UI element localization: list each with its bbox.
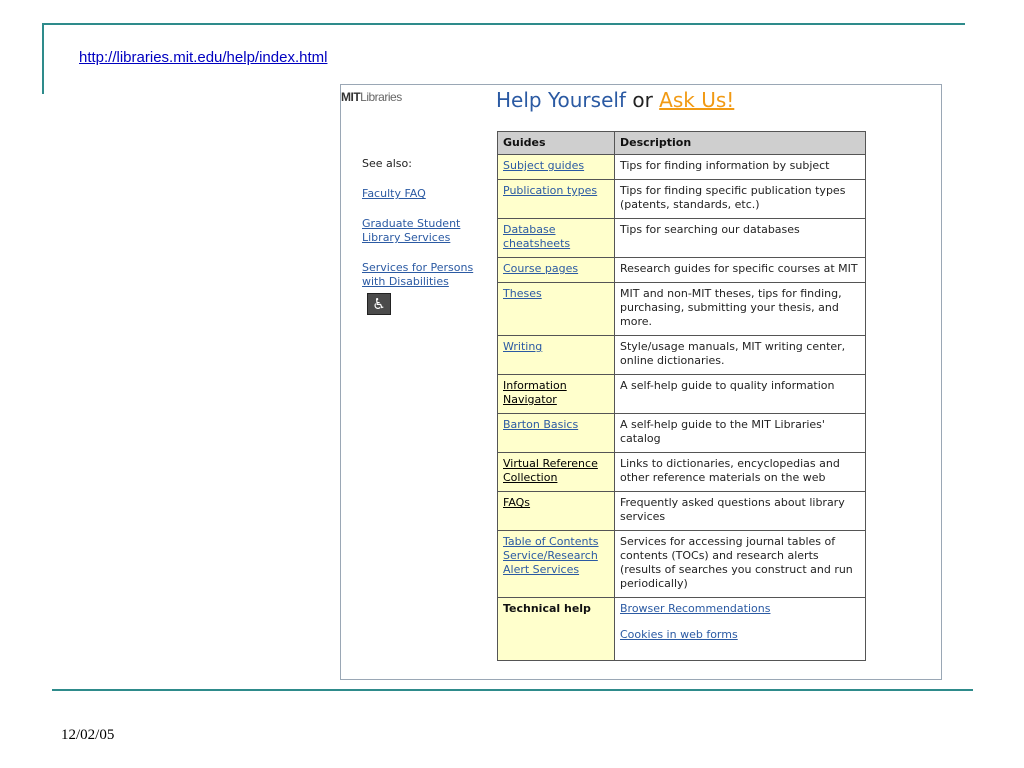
row-description: Links to dictionaries, encyclopedias and other reference materials on the web <box>615 453 866 492</box>
writing-link[interactable]: Writing <box>503 340 543 353</box>
see-also-label: See also: <box>362 157 412 170</box>
technical-help-label: Technical help <box>503 602 591 615</box>
row-description: Tips for searching our databases <box>615 219 866 258</box>
table-row <box>498 336 866 375</box>
wheelchair-accessibility-icon[interactable]: ♿ <box>367 293 391 315</box>
technical-help-links <box>615 598 866 661</box>
slide-url-link[interactable]: http://libraries.mit.edu/help/index.html <box>79 49 328 66</box>
table-row <box>498 258 866 283</box>
description-column-header: Description <box>615 132 866 155</box>
table-row <box>498 283 866 336</box>
graduate-student-services-link[interactable]: Graduate Student Library Services <box>362 217 461 244</box>
table-row <box>498 180 866 219</box>
ask-us-link[interactable]: Ask Us! <box>659 88 735 112</box>
guides-column-header: Guides <box>498 132 615 155</box>
table-row <box>498 219 866 258</box>
table-row <box>498 531 866 598</box>
row-description: Services for accessing journal tables of contents (TOCs) and research alerts (results of searches you construct and run periodically) <box>615 531 866 598</box>
cookies-in-web-forms-link[interactable]: Cookies in web forms <box>620 628 738 641</box>
left-rule <box>42 23 44 94</box>
row-description: Style/usage manuals, MIT writing center, online dictionaries. <box>615 336 866 375</box>
faqs-link[interactable]: FAQs <box>503 496 531 509</box>
disabilities-services-link[interactable]: Services for Persons with Disabilities <box>362 261 474 288</box>
bottom-rule <box>52 689 973 691</box>
table-row <box>498 453 866 492</box>
row-description: A self-help guide to quality information <box>615 375 866 414</box>
row-description: Tips for finding specific publication types (patents, standards, etc.) <box>615 180 866 219</box>
row-description: Frequently asked questions about library services <box>615 492 866 531</box>
slide-date: 12/02/05 <box>61 727 115 743</box>
information-navigator-link[interactable]: Information Navigator <box>503 379 567 406</box>
table-row <box>498 598 866 661</box>
top-rule <box>42 23 965 25</box>
virtual-reference-collection-link[interactable]: Virtual Reference Collection <box>503 457 598 484</box>
row-description: Tips for finding information by subject <box>615 155 866 180</box>
table-header-row <box>498 132 866 155</box>
table-row <box>498 155 866 180</box>
table-row <box>498 375 866 414</box>
guides-table <box>497 131 866 661</box>
barton-basics-link[interactable]: Barton Basics <box>503 418 579 431</box>
database-cheatsheets-link[interactable]: Database cheatsheets <box>503 223 571 250</box>
publication-types-link[interactable]: Publication types <box>503 184 598 197</box>
mit-libraries-logo[interactable]: MITLibraries <box>341 90 402 104</box>
webpage-screenshot <box>340 84 942 680</box>
row-description: MIT and non-MIT theses, tips for finding, purchasing, submitting your thesis, and more. <box>615 283 866 336</box>
browser-recommendations-link[interactable]: Browser Recommendations <box>620 602 771 615</box>
toc-research-alert-link[interactable]: Table of Contents Service/Research Alert Services <box>503 535 599 576</box>
row-description: A self-help guide to the MIT Libraries' catalog <box>615 414 866 453</box>
course-pages-link[interactable]: Course pages <box>503 262 579 275</box>
subject-guides-link[interactable]: Subject guides <box>503 159 585 172</box>
faculty-faq-link[interactable]: Faculty FAQ <box>362 187 426 200</box>
heading-or: or <box>632 88 653 112</box>
help-yourself-title: Help Yourself <box>496 88 626 112</box>
theses-link[interactable]: Theses <box>503 287 542 300</box>
row-description: Research guides for specific courses at MIT <box>615 258 866 283</box>
table-row <box>498 492 866 531</box>
see-also-sidebar <box>362 157 480 315</box>
page-heading <box>496 88 734 112</box>
table-row <box>498 414 866 453</box>
